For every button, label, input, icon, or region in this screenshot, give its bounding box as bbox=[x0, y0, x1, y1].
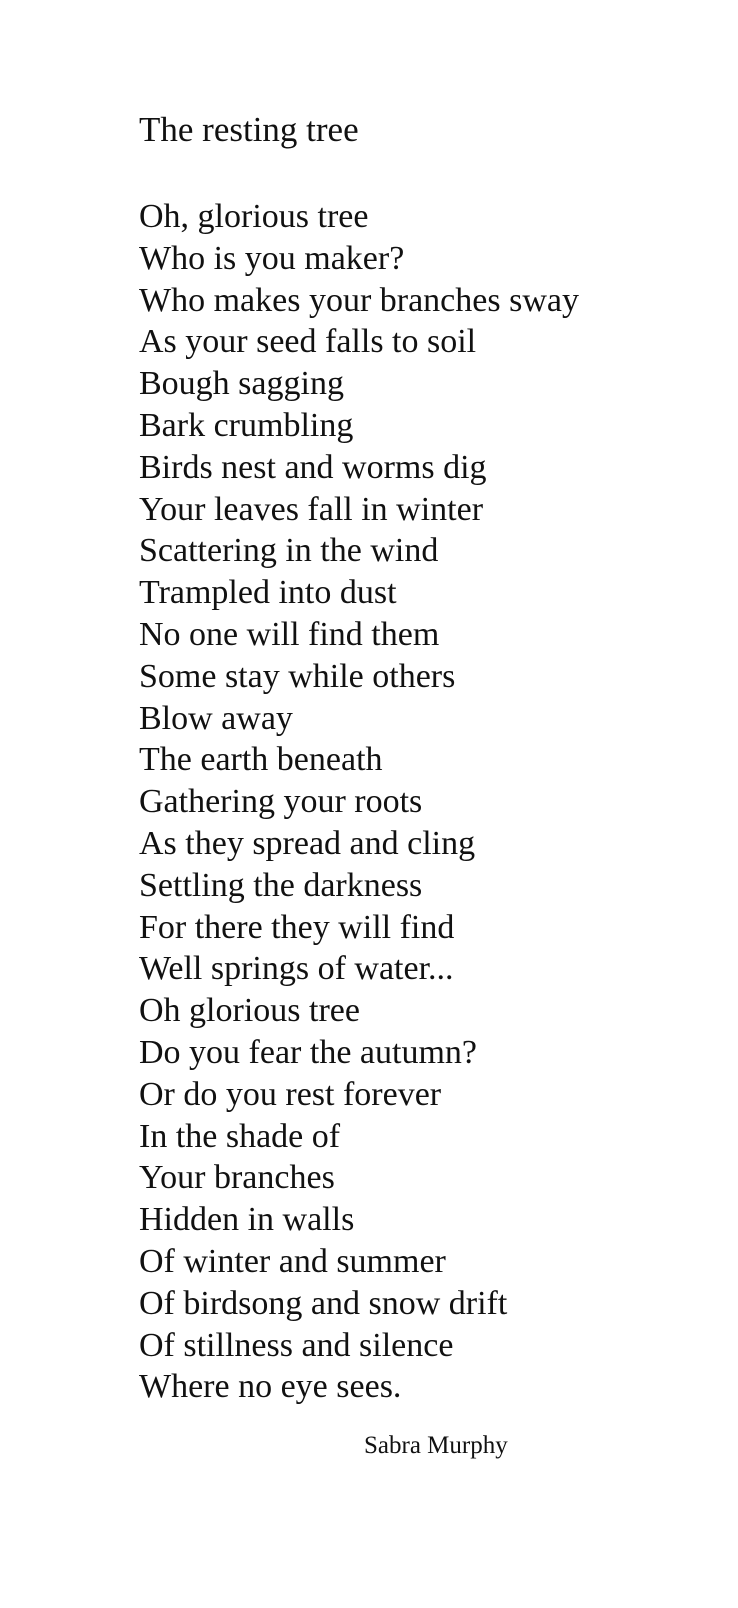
poem-line: Well springs of water... bbox=[139, 950, 454, 988]
poem-line: Do you fear the autumn? bbox=[139, 1033, 477, 1071]
poem-line: Of winter and summer bbox=[139, 1242, 446, 1280]
poem-line: Oh, glorious tree bbox=[139, 198, 369, 235]
poem-line: Bough sagging bbox=[139, 365, 344, 403]
poem-line: Hidden in walls bbox=[139, 1201, 355, 1239]
poem-line: Or do you rest forever bbox=[139, 1075, 442, 1113]
poem-line: Blow away bbox=[139, 699, 293, 737]
poem-line: As they spread and cling bbox=[139, 824, 476, 862]
poem-line: Settling the darkness bbox=[139, 866, 423, 904]
poem-line: Who is you maker? bbox=[139, 239, 405, 277]
author-signature: Sabra Murphy bbox=[364, 1432, 508, 1459]
poem-line: Of birdsong and snow drift bbox=[139, 1284, 508, 1322]
poem-line: Scattering in the wind bbox=[139, 532, 439, 570]
poem-line: Some stay while others bbox=[139, 657, 456, 695]
poem-line: Of stillness and silence bbox=[139, 1326, 454, 1364]
poem-line: Your branches bbox=[139, 1159, 335, 1197]
poem-line: For there they will find bbox=[139, 908, 455, 946]
poem-line: Trampled into dust bbox=[139, 574, 397, 612]
poem-title: The resting tree bbox=[139, 110, 359, 149]
poem-line: Birds nest and worms dig bbox=[139, 448, 487, 486]
poem-line: Bark crumbling bbox=[139, 406, 354, 444]
poem-line: Your leaves fall in winter bbox=[139, 490, 484, 528]
poem-line: The earth beneath bbox=[139, 741, 383, 779]
poem-line: Oh glorious tree bbox=[139, 992, 360, 1030]
poem-line: Where no eye sees. bbox=[139, 1368, 402, 1406]
poem-line: Who makes your branches sway bbox=[139, 281, 579, 319]
poem-line: Gathering your roots bbox=[139, 783, 423, 821]
poem-body bbox=[139, 196, 579, 1408]
poem-line: As your seed falls to soil bbox=[139, 323, 477, 361]
poem-line: In the shade of bbox=[139, 1117, 341, 1155]
poem-line: No one will find them bbox=[139, 615, 440, 653]
